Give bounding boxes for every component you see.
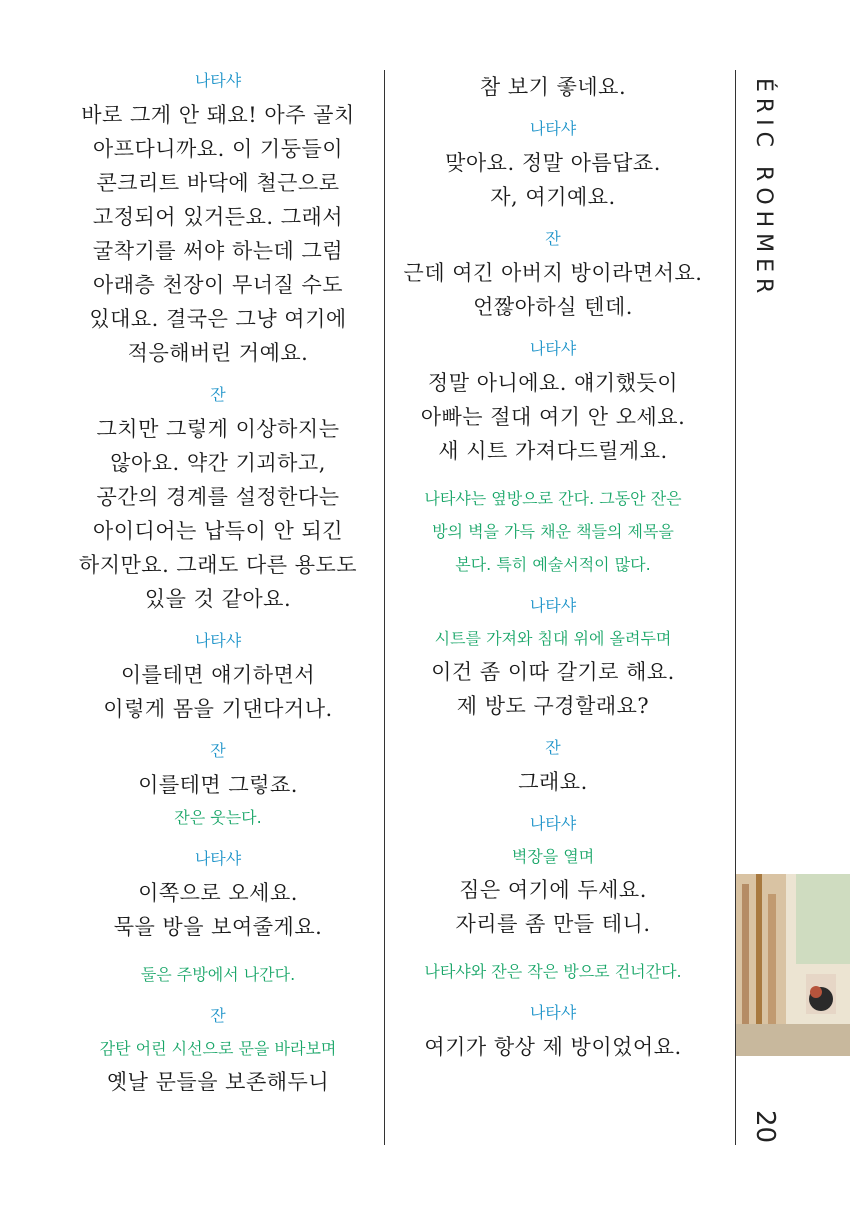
stage-direction: 시트를 가져와 침대 위에 올려두며 [434, 629, 672, 648]
stage-direction: 둘은 주방에서 나간다. [140, 965, 296, 984]
dialogue-block [388, 737, 718, 799]
dialogue-block [388, 1002, 718, 1064]
speaker-name: 잔 [545, 229, 561, 248]
stage-direction: 감탄 어린 시선으로 문을 바라보며 [99, 1039, 337, 1058]
stage-direction-block [388, 482, 718, 581]
dialogue-line: 옛날 문들을 보존해두니 [106, 1070, 330, 1094]
dialogue-line: 굴착기를 써야 하는데 그럼 [92, 239, 344, 263]
dialogue-line: 이렇게 몸을 기댄다거나. [103, 697, 333, 721]
speaker-name: 나타샤 [529, 814, 577, 833]
column-divider [384, 70, 385, 1145]
stage-direction-line: 본다. 특히 예술서적이 많다. [455, 555, 651, 574]
dialogue-line: 있을 것 같아요. [144, 587, 292, 611]
speaker-name: 잔 [210, 385, 226, 404]
dialogue-line: 이쪽으로 오세요. [138, 881, 298, 905]
dialogue-block [388, 118, 718, 214]
dialogue-line: 정말 아니에요. 얘기했듯이 [427, 371, 679, 395]
dialogue-block [60, 70, 376, 370]
dialogue-block [388, 482, 718, 581]
speaker-name: 나타샤 [529, 339, 577, 358]
dialogue-line: 아이디어는 납득이 안 되긴 [92, 519, 344, 543]
dialogue-line: 고정되어 있거든요. 그래서 [92, 205, 344, 229]
speaker-name: 나타샤 [529, 119, 577, 138]
dialogue-line: 근데 여긴 아버지 방이라면서요. [403, 261, 703, 285]
dialogue-line: 아래층 천장이 무너질 수도 [92, 273, 344, 297]
stage-direction: 벽장을 열며 [511, 847, 595, 866]
right-column [388, 70, 718, 1078]
speaker-name: 나타샤 [194, 631, 242, 650]
dialogue-block [60, 958, 376, 991]
dialogue-line: 하지만요. 그래도 다른 용도도 [78, 553, 358, 577]
dialogue-line: 맞아요. 정말 아름답죠. [445, 151, 661, 175]
dialogue-line: 바로 그게 안 돼요! 아주 골치 [81, 103, 355, 127]
speaker-name: 잔 [210, 1006, 226, 1025]
dialogue-block [388, 338, 718, 468]
dialogue-line: 제 방도 구경할래요? [456, 694, 650, 718]
speaker-name: 잔 [210, 741, 226, 760]
dialogue-line: 그치만 그렇게 이상하지는 [96, 417, 340, 441]
left-column [60, 70, 376, 1113]
dialogue-line: 않아요. 약간 기괴하고, [110, 451, 326, 475]
speaker-name: 나타샤 [529, 596, 577, 615]
dialogue-block [388, 595, 718, 723]
dialogue-line: 이를테면 얘기하면서 [120, 663, 316, 687]
stage-direction-line: 방의 벽을 가득 채운 책들의 제목을 [432, 522, 674, 541]
speaker-name: 나타샤 [194, 71, 242, 90]
dialogue-block [388, 70, 718, 104]
dialogue-line: 있대요. 결국은 그냥 여기에 [89, 307, 347, 331]
dialogue-line: 그래요. [518, 770, 588, 794]
dialogue-line: 참 보기 좋네요. [479, 75, 627, 99]
dialogue-line: 아프다니까요. 이 기둥들이 [92, 137, 344, 161]
dialogue-line: 공간의 경계를 설정한다는 [96, 485, 340, 509]
stage-direction-line: 나타샤는 옆방으로 간다. 그동안 잔은 [424, 489, 682, 508]
dialogue-line: 자, 여기예요. [490, 185, 616, 209]
dialogue-block [388, 228, 718, 324]
stage-direction: 잔은 웃는다. [174, 808, 262, 827]
speaker-name: 나타샤 [194, 849, 242, 868]
dialogue-line: 이를테면 그렇죠. [138, 773, 298, 797]
dialogue-line: 적응해버린 거예요. [127, 341, 309, 365]
dialogue-block [60, 630, 376, 726]
dialogue-block [388, 813, 718, 941]
running-title: ÉRIC ROHMER [751, 78, 776, 300]
dialogue-block [60, 740, 376, 834]
stage-direction: 나타샤와 잔은 작은 방으로 건너간다. [424, 962, 682, 981]
dialogue-line: 짐은 여기에 두세요. [459, 878, 647, 902]
dialogue-line: 콘크리트 바닥에 철근으로 [96, 171, 340, 195]
dialogue-line: 여기가 항상 제 방이었어요. [424, 1035, 682, 1059]
dialogue-block [388, 955, 718, 988]
speaker-name: 잔 [545, 738, 561, 757]
dialogue-line: 묵을 방을 보여줄게요. [113, 915, 323, 939]
dialogue-block [60, 384, 376, 616]
dialogue-line: 자리를 좀 만들 테니. [455, 912, 651, 936]
dialogue-block [60, 1005, 376, 1099]
dialogue-line: 언짢아하실 텐데. [473, 295, 633, 319]
dialogue-line: 아빠는 절대 여기 안 오세요. [420, 405, 686, 429]
page-number: 20 [750, 1110, 780, 1144]
painting-thumbnail [736, 874, 850, 1056]
dialogue-block [60, 848, 376, 944]
dialogue-line: 새 시트 가져다드릴게요. [438, 439, 668, 463]
dialogue-line: 이건 좀 이따 갈기로 해요. [431, 660, 675, 684]
speaker-name: 나타샤 [529, 1003, 577, 1022]
